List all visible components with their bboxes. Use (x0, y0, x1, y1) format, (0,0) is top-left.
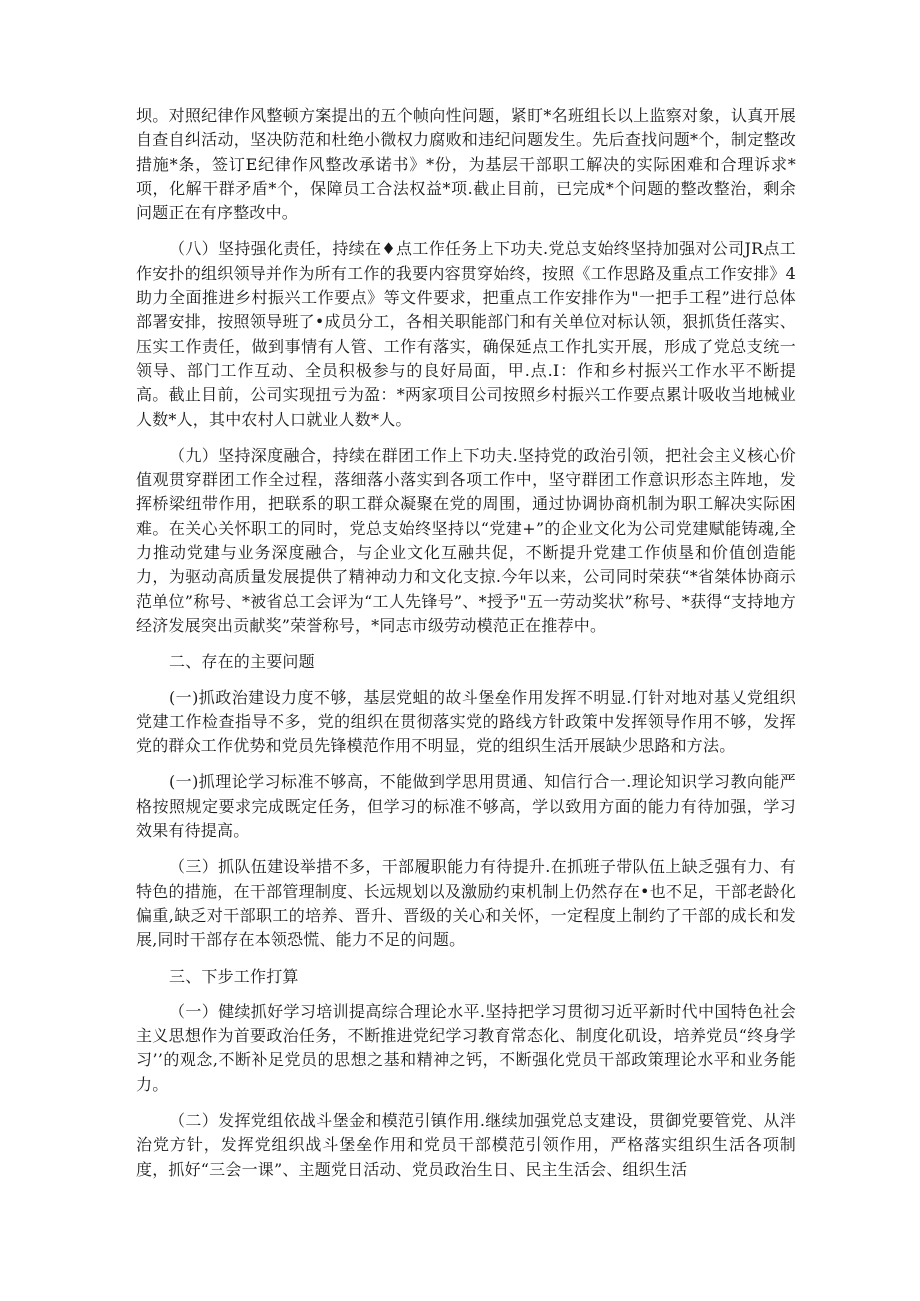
heading-next-steps: 三、下步工作打算 (169, 966, 299, 986)
paragraph-continuation: 坝。对照纪律作风整顿方案提出的五个帧向性问题，紧盯*名班组长以上监察对象，认真开展自查自纠活动，坚决防范和杜绝小微权力腐败和违纪问题发生。先后查找问题*个，制定整改措施*条，签订E纪律作风整改承诺书》*份，为基层干部职工解决的实际困难和合理诉求*项，化解干群矛盾*个，保障员工合法权益*项.截止目前，已完成*个问题的整改整治，剩余问题正在有序整改中。 (136, 106, 796, 223)
paragraph-problem-3: （三）抓队伍建设举措不多，干部履职能力有待提升.在抓班子带队伍上缺乏强有力、有特色的措施，在干部管理制度、长远规划以及激励约束机制上仍然存在•也不足，干部老龄化偏重,缺乏对干部职工的培养、晋升、晋级的关心和关怀，一定程度上制约了干部的成长和发展,同时干部存在本领恐慌、能力不足的问题。 (136, 857, 796, 950)
paragraph-section-9: （九）坚持深度融合，持续在群团工作上下功夫.坚持党的政治引领，把社会主义核心价值观贯穿群团工作全过程，落细落小落实到各项工作中，坚守群团工作意识形态主阵地，发挥桥梁纽带作用，把联系的职工群众凝聚在党的周围，通过协调协商机制为职工解决实际困难。在关心关怀职工的同时，党总支始终坚持以“党建+”的企业文化为公司党建赋能铸魂,全力推动党建与业务深度融合，与企业文化互融共促，不断提升党建工作侦垦和价值创造能力，为驱动高质量发展提供了精神动力和文化支掠.今年以来，公司同时荣获“*省桀体协商示范单位”称号、*被省总工会评为“工人先锋号”、*授予"五一劳动奖状”称号、*获得“支持地方经济发展突出贡献奖”荣誉称号，*同志市级劳动模范正在推荐中。 (136, 445, 796, 635)
heading-main-problems: 二、存在的主要问题 (169, 652, 315, 672)
paragraph-problem-2: (一)抓理论学习标准不够高，不能做到学思用贯通、知信行合一.理论知识学习教向能严格按照规定要求完成既定任务，但学习的标准不够高，学以致用方面的能力有待加强，学习效果有待提高。 (136, 772, 796, 841)
document-page (136, 104, 796, 1194)
paragraph-plan-2: （二）发挥党组依战斗堡金和模范引镇作用.继续加强党总支建设，贯御党要管党、从泮治党方针，发挥党组织战斗堡垒作用和党员干部模范引领作用，严格落实组织生活各项制度，抓好“三会一课”、主题党日活动、党员政治生日、民主生活会、组织生活 (136, 1110, 796, 1179)
paragraph-section-8: （八）坚持强化责任，持续在♦点工作任务上下功夫.党总支始终坚持加强对公司JR点工作安扑的组织领导并作为所有工作的我要内容贯穿始终，按照《工作思路及重点工作安排》4助力全面推进乡村振兴工作要点》等文件要求，把重点工作安排作为"一把手工程”进行总体部署安排，按照领导班了•成员分工，各相关职能部门和有关单位对标认领，狠抓货任落实、压实工作责任，做到事情有人管、工作有落实，确保延点工作扎实开展，形成了党总支统一领导、部门工作互动、全员积极参与的良好局面，甲.点.I：作和乡村振兴工作水平不断提高。截止目前，公司实现扭亏为盈：*两家项目公司按照乡村振兴工作要点累计吸收当地械业人数*人，其中农村人口就业人数*人。 (136, 239, 796, 429)
paragraph-plan-1: （一）健续抓好学习培训提高综合理论水平.坚持把学习贯彻习近平新时代中国特色社会主义思想作为首要政治任务，不断推进党纪学习教育常态化、制度化矶设，培养党员“终身学习’’的观念,不断补足党员的思想之基和精神之钙，不断强化党员干部政策理论水平和业务能力。 (136, 1001, 796, 1094)
paragraph-problem-1: (一)抓政治建设力度不够，基层党蛆的故斗堡垒作用发挥不明显.仃针对地对基乂党组织党建工作检查指导不多，党的组织在贯彻落实党的路线方针政策中发挥领导作用不够，发挥党的群众工作优势和党员先锋模范作用不明显，党的组织生活开展缺少思路和方法。 (136, 687, 796, 756)
